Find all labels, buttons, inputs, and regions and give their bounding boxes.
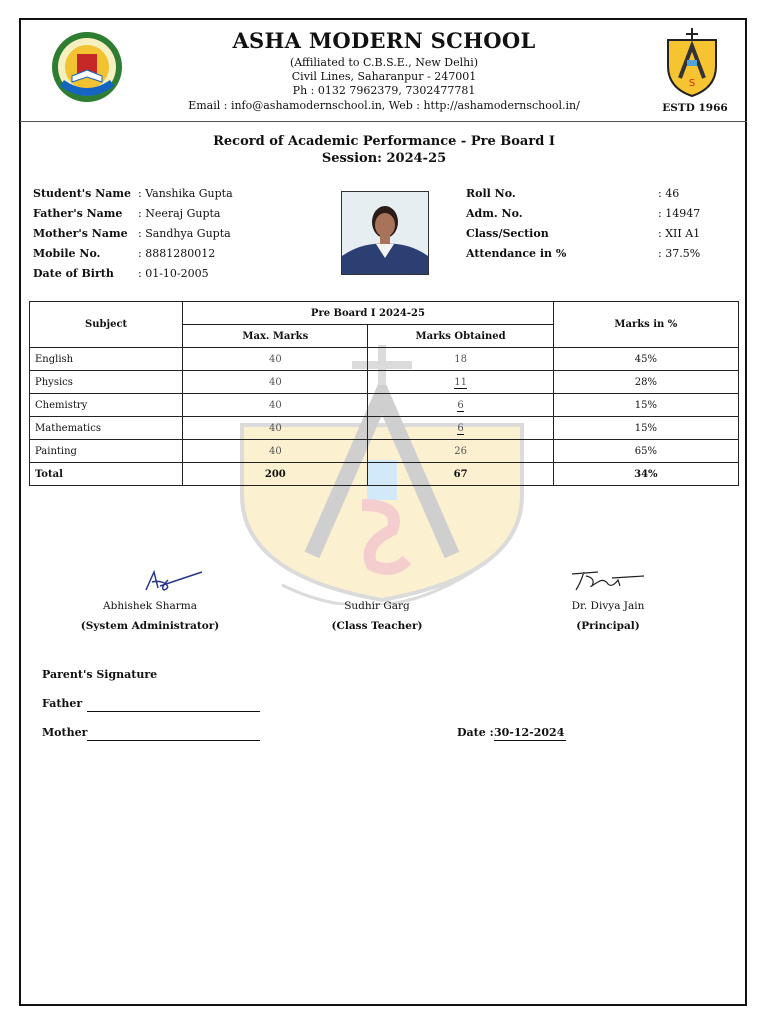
percent-cell: 15% bbox=[553, 394, 738, 417]
parent-signature-heading: Parent's Signature bbox=[42, 668, 158, 681]
total-label: Total bbox=[30, 463, 183, 486]
total-row bbox=[30, 463, 739, 486]
principal-signature bbox=[568, 566, 648, 596]
max-marks-header: Max. Marks bbox=[183, 325, 368, 348]
student-name: : Vanshika Gupta bbox=[138, 187, 233, 200]
subject-cell: Painting bbox=[30, 440, 183, 463]
mother-name-label: Mother's Name bbox=[33, 227, 128, 240]
mother-signature-label: Mother bbox=[42, 726, 88, 739]
mobile-label: Mobile No. bbox=[33, 247, 101, 260]
established-year: ESTD 1966 bbox=[662, 102, 728, 114]
obtained-value: 6 bbox=[457, 422, 464, 434]
school-phone: Ph : 0132 7962379, 7302477781 bbox=[292, 84, 476, 97]
total-max: 200 bbox=[183, 463, 368, 486]
obtained-value: 6 bbox=[457, 399, 464, 411]
obtained-cell: 18 bbox=[368, 348, 553, 371]
teacher-role: (Class Teacher) bbox=[331, 620, 423, 632]
report-session: Session: 2024-25 bbox=[321, 151, 447, 166]
max-cell: 40 bbox=[183, 371, 368, 394]
subject-cell: Mathematics bbox=[30, 417, 183, 440]
father-name-label: Father's Name bbox=[33, 207, 123, 220]
total-obtained: 67 bbox=[368, 463, 553, 486]
roll-label: Roll No. bbox=[466, 187, 516, 200]
school-name: ASHA MODERN SCHOOL bbox=[232, 28, 536, 53]
obtained-cell bbox=[368, 394, 553, 417]
attendance-percent: : 37.5% bbox=[658, 247, 701, 260]
percent-cell: 28% bbox=[553, 371, 738, 394]
obtained-cell bbox=[368, 417, 553, 440]
admin-name: Abhishek Sharma bbox=[103, 600, 197, 612]
total-percent: 34% bbox=[553, 463, 738, 486]
student-photo bbox=[341, 191, 429, 275]
date-label: Date : bbox=[457, 726, 494, 739]
dob-label: Date of Birth bbox=[33, 267, 114, 280]
header-divider bbox=[20, 121, 747, 122]
adm-label: Adm. No. bbox=[466, 207, 523, 220]
max-cell: 40 bbox=[183, 394, 368, 417]
obtained-value: 11 bbox=[454, 376, 467, 388]
mobile-number: : 8881280012 bbox=[138, 247, 216, 260]
max-cell: 40 bbox=[183, 417, 368, 440]
table-row bbox=[30, 440, 739, 463]
class-section: : XII A1 bbox=[658, 227, 701, 240]
exam-header: Pre Board I 2024-25 bbox=[183, 302, 554, 325]
report-title: Record of Academic Performance - Pre Board I bbox=[213, 134, 555, 149]
class-label: Class/Section bbox=[466, 227, 549, 240]
obtained-header: Marks Obtained bbox=[368, 325, 553, 348]
obtained-cell: 26 bbox=[368, 440, 553, 463]
subject-cell: Physics bbox=[30, 371, 183, 394]
father-signature-label: Father bbox=[42, 697, 83, 710]
attendance-label: Attendance in % bbox=[466, 247, 567, 260]
teacher-name: Sudhir Garg bbox=[344, 600, 410, 612]
father-signature-line bbox=[87, 711, 260, 712]
table-row bbox=[30, 371, 739, 394]
report-date: 30-12-2024 bbox=[494, 726, 565, 739]
subject-cell: English bbox=[30, 348, 183, 371]
marks-table bbox=[29, 301, 739, 486]
mother-signature-line bbox=[87, 740, 260, 741]
table-row bbox=[30, 348, 739, 371]
father-name: : Neeraj Gupta bbox=[138, 207, 221, 220]
admission-number: : 14947 bbox=[658, 207, 701, 220]
svg-text:S: S bbox=[688, 78, 696, 89]
max-cell: 40 bbox=[183, 440, 368, 463]
obtained-cell bbox=[368, 371, 553, 394]
roll-number: : 46 bbox=[658, 187, 680, 200]
percent-cell: 45% bbox=[553, 348, 738, 371]
mother-name: : Sandhya Gupta bbox=[138, 227, 231, 240]
school-contact: Email : info@ashamodernschool.in, Web : http://ashamodernschool.in/ bbox=[188, 99, 580, 112]
admin-role: (System Administrator) bbox=[80, 620, 220, 632]
max-cell: 40 bbox=[183, 348, 368, 371]
subject-header: Subject bbox=[30, 302, 183, 348]
affiliation: (Affiliated to C.B.S.E., New Delhi) bbox=[289, 56, 479, 69]
school-address: Civil Lines, Saharanpur - 247001 bbox=[291, 70, 477, 83]
table-row bbox=[30, 394, 739, 417]
student-name-label: Student's Name bbox=[33, 187, 132, 200]
admin-signature bbox=[140, 566, 206, 596]
percent-cell: 65% bbox=[553, 440, 738, 463]
percent-cell: 15% bbox=[553, 417, 738, 440]
principal-role: (Principal) bbox=[576, 620, 640, 632]
principal-name: Dr. Divya Jain bbox=[571, 600, 645, 612]
date-of-birth: : 01-10-2005 bbox=[138, 267, 209, 280]
table-row bbox=[30, 417, 739, 440]
subject-cell: Chemistry bbox=[30, 394, 183, 417]
percent-header: Marks in % bbox=[553, 302, 738, 348]
